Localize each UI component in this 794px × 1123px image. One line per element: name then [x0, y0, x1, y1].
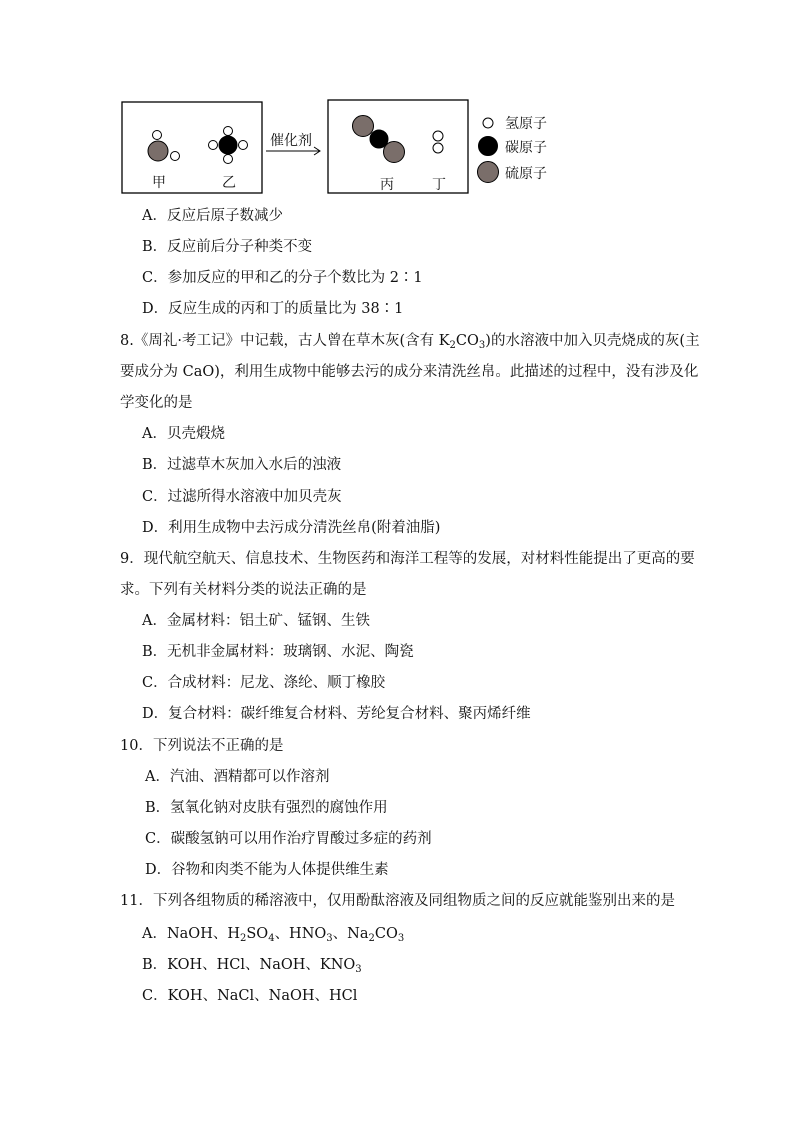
- q9-option-b: B．无机非金属材料：玻璃钢、水泥、陶瓷: [142, 644, 414, 660]
- q10-stem: 10．下列说法不正确的是: [120, 738, 284, 754]
- q7-option-c: C．参加反应的甲和乙的分子个数比为 2∶1: [142, 270, 423, 286]
- q10-option-a: A．汽油、酒精都可以作溶剂: [145, 769, 330, 785]
- q7-option-b: B．反应前后分子种类不变: [142, 239, 313, 255]
- q11-option-b: B．KOH、HCl、NaOH、$KNO_3$: [142, 957, 362, 975]
- q9-option-a: A．金属材料：铝土矿、锰钢、生铁: [142, 613, 370, 629]
- q11-option-a: A．NaOH、$H_2SO_4$、$HNO_3$、$Na_2CO_3$: [142, 926, 405, 944]
- q8-stem-line2: 要成分为 CaO)，利用生成物中能够去污的成分来清洗丝帛。此描述的过程中，没有涉及化: [120, 364, 699, 380]
- q8-option-b: B．过滤草木灰加入水后的浊液: [142, 457, 342, 473]
- molecule-ding: [433, 131, 443, 153]
- molecule-jia: [148, 131, 180, 162]
- q7-option-a: A．反应后原子数减少: [142, 208, 283, 224]
- q8-stem-line1: 8.《周礼·考工记》中记载，古人曾在草木灰(含有 $K_2CO_3$)的水溶液中加入贝壳烧成的灰(主: [120, 333, 700, 351]
- label-ding: 丁: [432, 177, 446, 193]
- q8-option-d: D．利用生成物中去污成分清洗丝帛(附着油脂): [142, 520, 441, 536]
- molecule-yi: [209, 127, 248, 164]
- q9-option-d: D．复合材料：碳纤维复合材料、芳纶复合材料、聚丙烯纤维: [142, 706, 531, 722]
- q11-stem: 11．下列各组物质的稀溶液中，仅用酚酞溶液及同组物质之间的反应就能鉴别出来的是: [120, 893, 675, 909]
- q11-option-c: C．KOH、NaCl、NaOH、HCl: [142, 988, 358, 1004]
- legend-hydrogen-icon: [483, 118, 493, 128]
- q9-stem-line2: 求。下列有关材料分类的说法正确的是: [120, 582, 367, 598]
- q8-stem-line3: 学变化的是: [120, 395, 193, 411]
- q8-option-a: A．贝壳煅烧: [142, 426, 225, 442]
- q10-option-c: C．碳酸氢钠可以用作治疗胃酸过多症的药剂: [145, 831, 432, 847]
- molecule-bing: [353, 116, 405, 163]
- legend: [478, 116, 548, 183]
- legend-hydrogen-label: 氢原子: [505, 116, 547, 132]
- label-bing: 丙: [380, 177, 394, 193]
- q9-option-c: C．合成材料：尼龙、涤纶、顺丁橡胶: [142, 675, 386, 691]
- legend-sulfur-icon: [478, 162, 499, 183]
- q7-option-d: D．反应生成的丙和丁的质量比为 38∶1: [142, 301, 404, 317]
- legend-sulfur-label: 硫原子: [505, 166, 547, 182]
- q10-option-d: D．谷物和肉类不能为人体提供维生素: [145, 862, 389, 878]
- label-jia: 甲: [152, 175, 166, 191]
- reaction-diagram: [0, 0, 794, 205]
- catalyst-label: 催化剂: [270, 133, 312, 149]
- label-yi: 乙: [222, 175, 236, 191]
- q8-option-c: C．过滤所得水溶液中加贝壳灰: [142, 489, 342, 505]
- legend-carbon-label: 碳原子: [505, 140, 547, 156]
- legend-carbon-icon: [479, 137, 498, 156]
- q9-stem-line1: 9．现代航空航天、信息技术、生物医药和海洋工程等的发展，对材料性能提出了更高的要: [120, 551, 695, 567]
- q10-option-b: B．氢氧化钠对皮肤有强烈的腐蚀作用: [145, 800, 388, 816]
